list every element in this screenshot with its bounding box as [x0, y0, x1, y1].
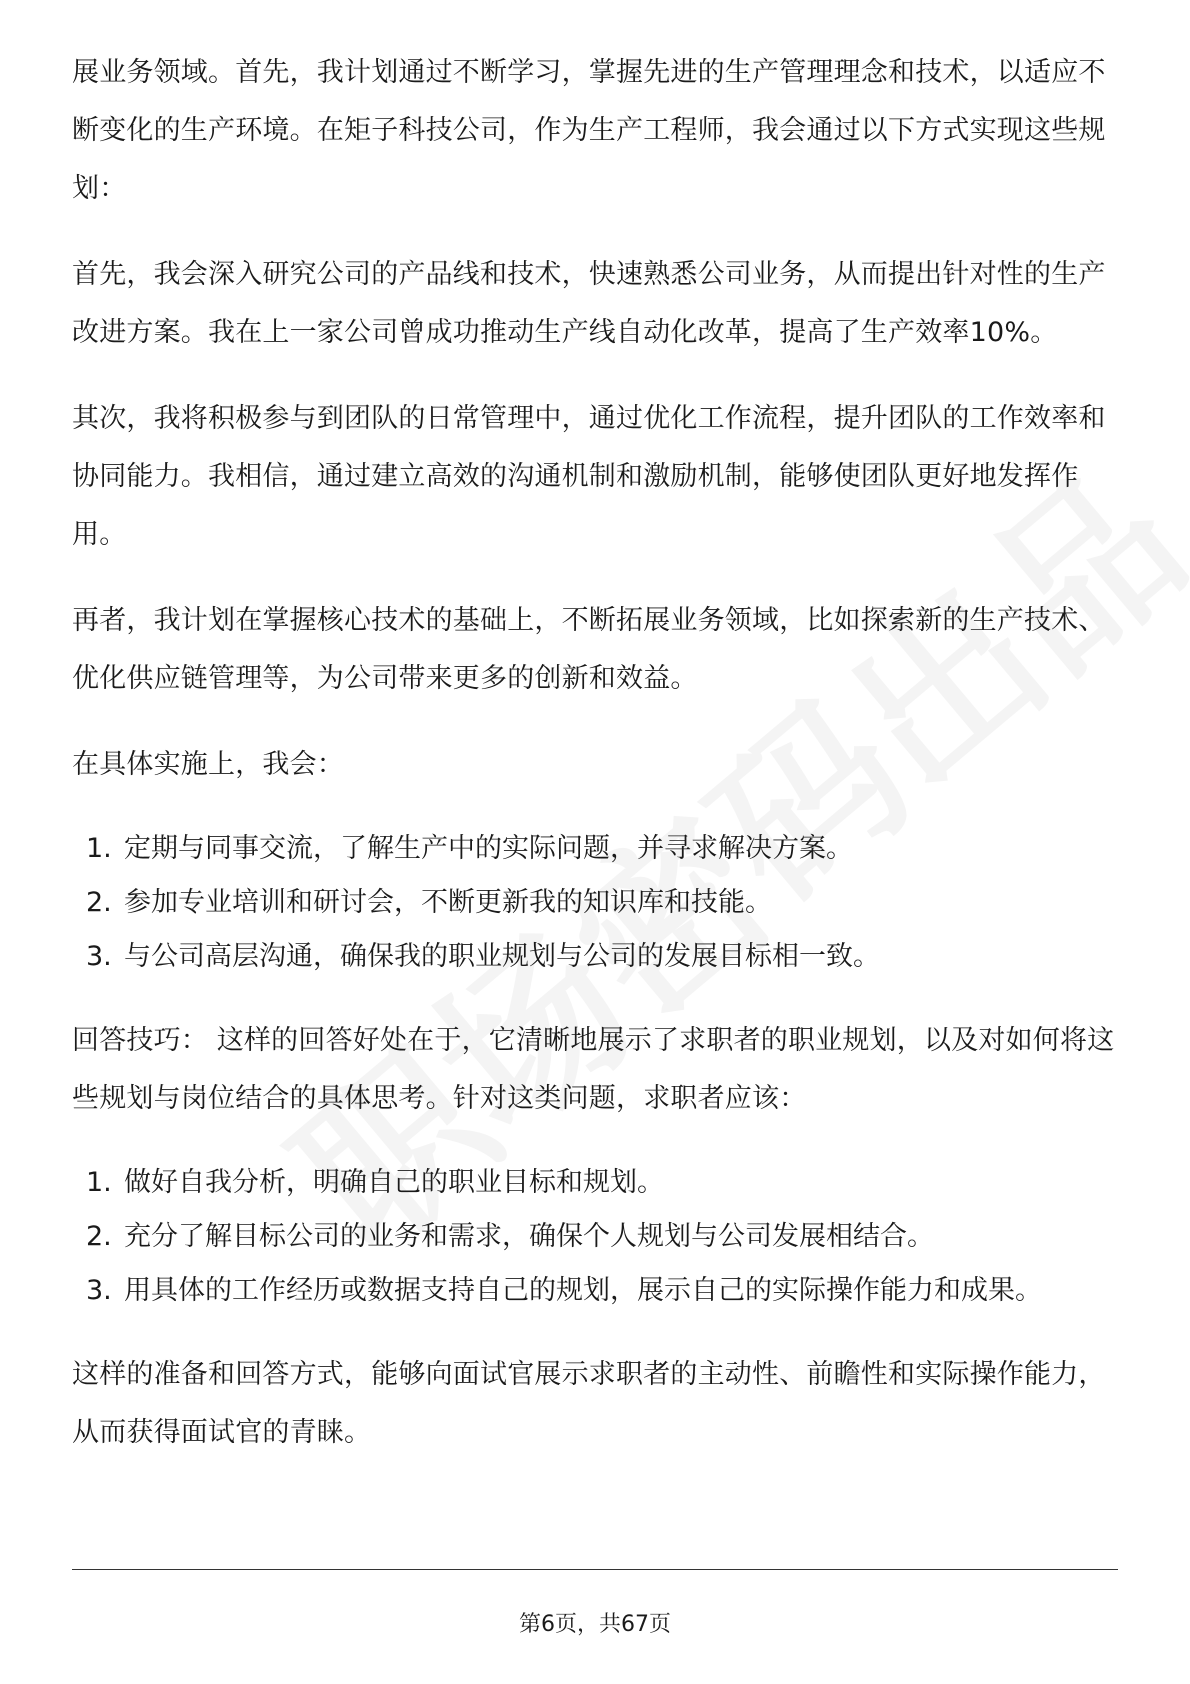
list-text: 定期与同事交流，了解生产中的实际问题，并寻求解决方案。: [124, 833, 853, 864]
list-text: 充分了解目标公司的业务和需求，确保个人规划与公司发展相结合。: [124, 1221, 934, 1252]
list-text: 与公司高层沟通，确保我的职业规划与公司的发展目标相一致。: [124, 941, 880, 972]
list-item: [72, 822, 1118, 876]
list-item: [72, 876, 1118, 930]
paragraph-conclusion: 这样的准备和回答方式，能够向面试官展示求职者的主动性、前瞻性和实际操作能力，从而获得面试官的青睐。: [72, 1359, 1106, 1448]
list-number: 3.: [86, 1275, 112, 1306]
list-text: 做好自我分析，明确自己的职业目标和规划。: [124, 1167, 664, 1198]
list-number: 1.: [86, 833, 112, 864]
list-item: [72, 1264, 1118, 1318]
paragraph-first: 首先，我会深入研究公司的产品线和技术，快速熟悉公司业务，从而提出针对性的生产改进方案。我在上一家公司曾成功推动生产线自动化改革，提高了生产效率10%。: [72, 259, 1106, 348]
paragraph-implementation: 在具体实施上，我会：: [72, 749, 344, 780]
list-text: 用具体的工作经历或数据支持自己的规划，展示自己的实际操作能力和成果。: [124, 1275, 1042, 1306]
list-item: [72, 930, 1118, 984]
list-number: 2.: [86, 887, 112, 918]
paragraph-answer-tips: 回答技巧： 这样的回答好处在于，它清晰地展示了求职者的职业规划，以及对如何将这些规划与岗位结合的具体思考。针对这类问题，求职者应该：: [72, 1025, 1115, 1114]
footer-divider: [72, 1569, 1118, 1570]
list-number: 1.: [86, 1167, 112, 1198]
tips-list: [72, 1156, 1118, 1318]
paragraph-third: 再者，我计划在掌握核心技术的基础上，不断拓展业务领域，比如探索新的生产技术、优化供应链管理等，为公司带来更多的创新和效益。: [72, 605, 1106, 694]
list-item: [72, 1210, 1118, 1264]
page-number: 第6页，共67页: [519, 1612, 671, 1637]
list-number: 2.: [86, 1221, 112, 1252]
paragraph-intro: 展业务领域。首先，我计划通过不断学习，掌握先进的生产管理理念和技术，以适应不断变化的生产环境。在矩子科技公司，作为生产工程师，我会通过以下方式实现这些规划：: [72, 57, 1106, 204]
page-content: [72, 44, 1118, 1490]
list-number: 3.: [86, 941, 112, 972]
implementation-list: [72, 822, 1118, 984]
list-text: 参加专业培训和研讨会，不断更新我的知识库和技能。: [124, 887, 772, 918]
list-item: [72, 1156, 1118, 1210]
paragraph-second: 其次，我将积极参与到团队的日常管理中，通过优化工作流程，提升团队的工作效率和协同能力。我相信，通过建立高效的沟通机制和激励机制，能够使团队更好地发挥作用。: [72, 403, 1106, 550]
